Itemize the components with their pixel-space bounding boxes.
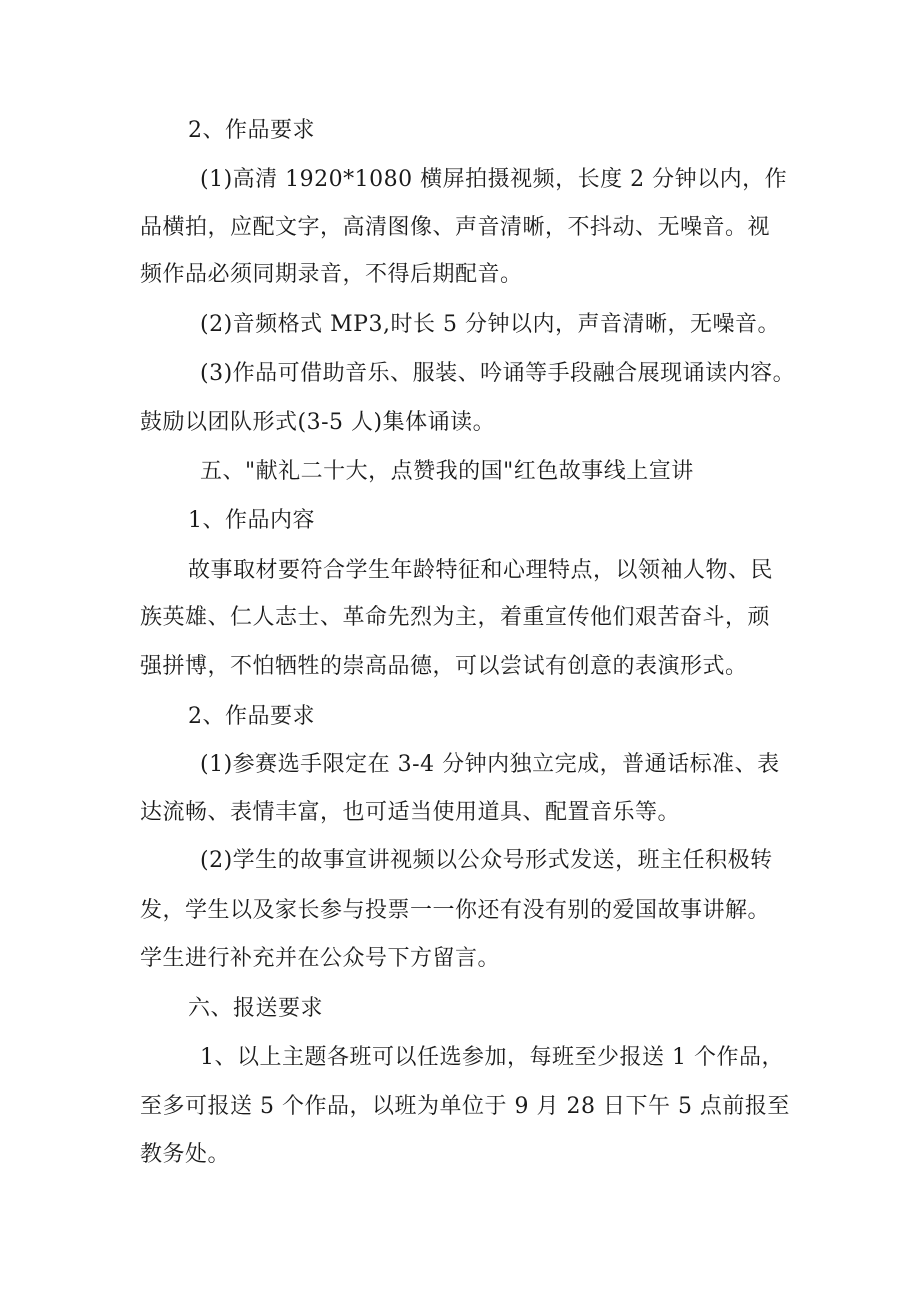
paragraph-line: 学生进行补充并在公众号下方留言。 bbox=[140, 946, 501, 971]
paragraph-line: 鼓励以团队形式(3-5 人)集体诵读。 bbox=[140, 410, 496, 435]
section-heading: 六、报送要求 bbox=[188, 996, 324, 1021]
paragraph-line: (2)学生的故事宣讲视频以公众号形式发送，班主任积极转 bbox=[200, 848, 773, 873]
paragraph-line: 族英雄、仁人志士、革命先烈为主，着重宣传他们艰苦奋斗，顽 bbox=[140, 605, 771, 630]
paragraph-line: 至多可报送 5 个作品，以班为单位于 9 月 28 日下午 5 点前报至 bbox=[140, 1094, 790, 1119]
paragraph-line: 品横拍，应配文字，高清图像、声音清晰，不抖动、无噪音。视 bbox=[140, 215, 771, 240]
paragraph-line: 教务处。 bbox=[140, 1142, 231, 1167]
section-heading: 2、作品要求 bbox=[188, 118, 315, 143]
paragraph-line: 发，学生以及家长参与投票一一你还有没有别的爱国故事讲解。 bbox=[140, 898, 771, 923]
paragraph-line: 达流畅、表情丰富，也可适当使用道具、配置音乐等。 bbox=[140, 800, 681, 825]
paragraph-line: 故事取材要符合学生年龄特征和心理特点，以领袖人物、民 bbox=[188, 558, 774, 583]
paragraph-line: 频作品必须同期录音，不得后期配音。 bbox=[140, 262, 523, 287]
paragraph-line: 1、以上主题各班可以任选参加，每班至少报送 1 个作品， bbox=[200, 1045, 784, 1070]
section-heading: 五、"献礼二十大，点赞我的国"红色故事线上宣讲 bbox=[200, 459, 694, 484]
paragraph-line: (3)作品可借助音乐、服装、吟诵等手段融合展现诵读内容。 bbox=[200, 361, 796, 386]
paragraph-line: (1)高清 1920*1080 横屏拍摄视频，长度 2 分钟以内，作 bbox=[200, 167, 788, 192]
paragraph-line: (1)参赛选手限定在 3-4 分钟内独立完成，普通话标准、表 bbox=[200, 752, 780, 777]
paragraph-line: (2)音频格式 MP3,时长 5 分钟以内，声音清晰，无噪音。 bbox=[200, 312, 780, 337]
section-heading: 2、作品要求 bbox=[188, 704, 315, 729]
paragraph-line: 强拼博，不怕牺牲的崇高品德，可以尝试有创意的表演形式。 bbox=[140, 654, 748, 679]
section-heading: 1、作品内容 bbox=[188, 508, 315, 533]
